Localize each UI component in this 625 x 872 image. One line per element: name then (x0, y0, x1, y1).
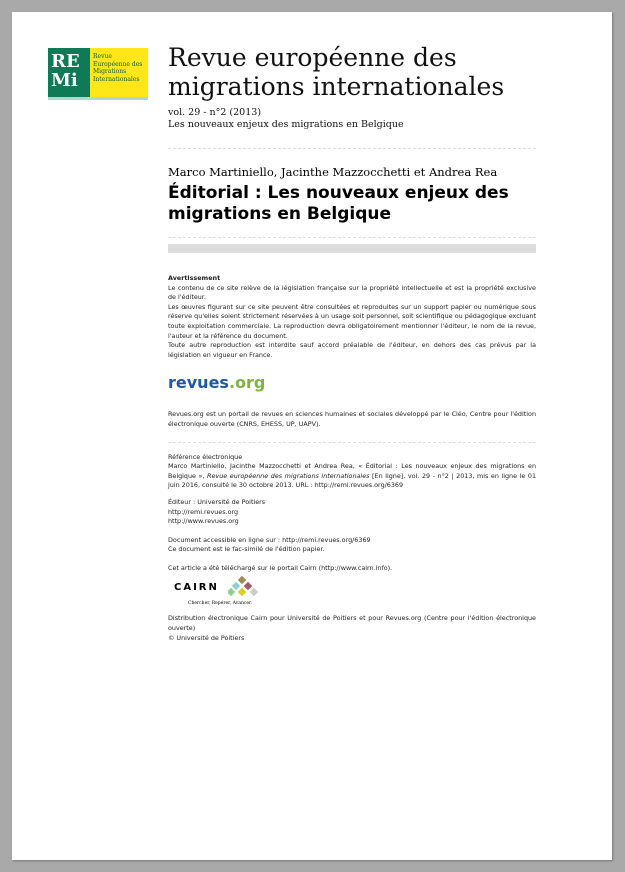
publisher-block (168, 498, 536, 527)
ref-pre: Marco Martiniello, Jacinthe Mazzocchetti et Andrea Rea, « Éditorial : Les nouveaux enjeux des migrations en Belgique », (168, 462, 536, 480)
link-revues[interactable]: http://www.revues.org (168, 517, 239, 526)
link-remi[interactable]: http://remi.revues.org (168, 507, 239, 516)
warning-p2: Les œuvres figurant sur ce site peuvent être consultées et reproduites sur un support papier ou numérique sous réserve qu'elles soient strictement réservées à un usage soit personnel, soit scientifique ou pédagogique excluant toute exploitation commerciale. La reproduction devra obligatoirement mentionner l'éditeur, le nom de la revue, l'auteur et la référence du document. (168, 302, 536, 340)
revues-description: Revues.org est un portail de revues en sciences humaines et sociales développé par le Cléo, Centre pour l'édition électronique ouverte (CNRS, EHESS, UP, UAPV). (168, 410, 536, 428)
logo-bar (48, 97, 148, 100)
access-url: Document accessible en ligne sur : http://remi.revues.org/6369 (168, 535, 371, 544)
access-block (168, 536, 536, 555)
ref-post: [En ligne], vol. 29 - n°2 | 2013, mis en ligne le 01 juin 2016, consulté le 30 octobre 2013. URL : http://remi.revues.org/6369 (168, 471, 537, 490)
revues-logo[interactable] (168, 374, 536, 392)
logo-letters: REMi (48, 48, 90, 97)
cairn-download-note: Cet article a été téléchargé sur le portail Cairn (http://www.cairn.info). (168, 563, 393, 572)
cairn-wordmark: CAIRN (174, 582, 219, 594)
ref-journal: Revue européenne des migrations internationales (207, 471, 370, 480)
reference-heading: Référence électronique (168, 452, 243, 461)
journal-title: Revue européenne des migrations internationales (168, 43, 505, 101)
volume: vol. 29 - n°2 (2013) (168, 107, 262, 118)
reference-text (168, 462, 536, 491)
pdf-page (12, 12, 612, 860)
divider (168, 237, 536, 238)
logo-part: revues (168, 373, 229, 393)
article-authors: Marco Martiniello, Jacinthe Mazzocchetti et Andrea Rea (168, 165, 498, 179)
editor: Éditeur : Université de Poitiers (168, 497, 266, 506)
issue-title: Les nouveaux enjeux des migrations en Belgique (168, 119, 404, 130)
content-column (168, 43, 536, 643)
cairn-logo (174, 576, 274, 610)
remi-logo (48, 48, 148, 97)
reference-block (168, 453, 536, 491)
facsimile-note: Ce document est le fac-similé de l'édition papier. (168, 545, 325, 554)
journal-volume (168, 107, 536, 131)
cairn-diamonds-icon (228, 575, 264, 599)
divider (168, 148, 536, 149)
logo-part: .org (228, 373, 266, 393)
distribution-block (168, 614, 536, 643)
gray-bar (168, 244, 536, 253)
divider (168, 442, 536, 443)
cairn-tagline: Chercher, Repérer, Avancer. (188, 601, 253, 607)
warning-heading: Avertissement (168, 274, 221, 282)
warning-block (168, 274, 536, 360)
copyright: © Université de Poitiers (168, 633, 245, 642)
article-title: Éditorial : Les nouveaux enjeux des migrations en Belgique (168, 183, 509, 224)
warning-p1: Le contenu de ce site relève de la législation française sur la propriété intellectuelle et est la propriété exclusive de l'éditeur. (168, 283, 536, 302)
warning-p3: Toute autre reproduction est interdite sauf accord préalable de l'éditeur, en dehors des cas prévus par la législation en vigueur en France. (168, 341, 536, 359)
distribution: Distribution électronique Cairn pour Université de Poitiers et pour Revues.org (Centre pour l'édition électronique ouverte) (168, 614, 536, 633)
logo-text: Revue Européenne des Migrations Internationales (90, 48, 148, 97)
